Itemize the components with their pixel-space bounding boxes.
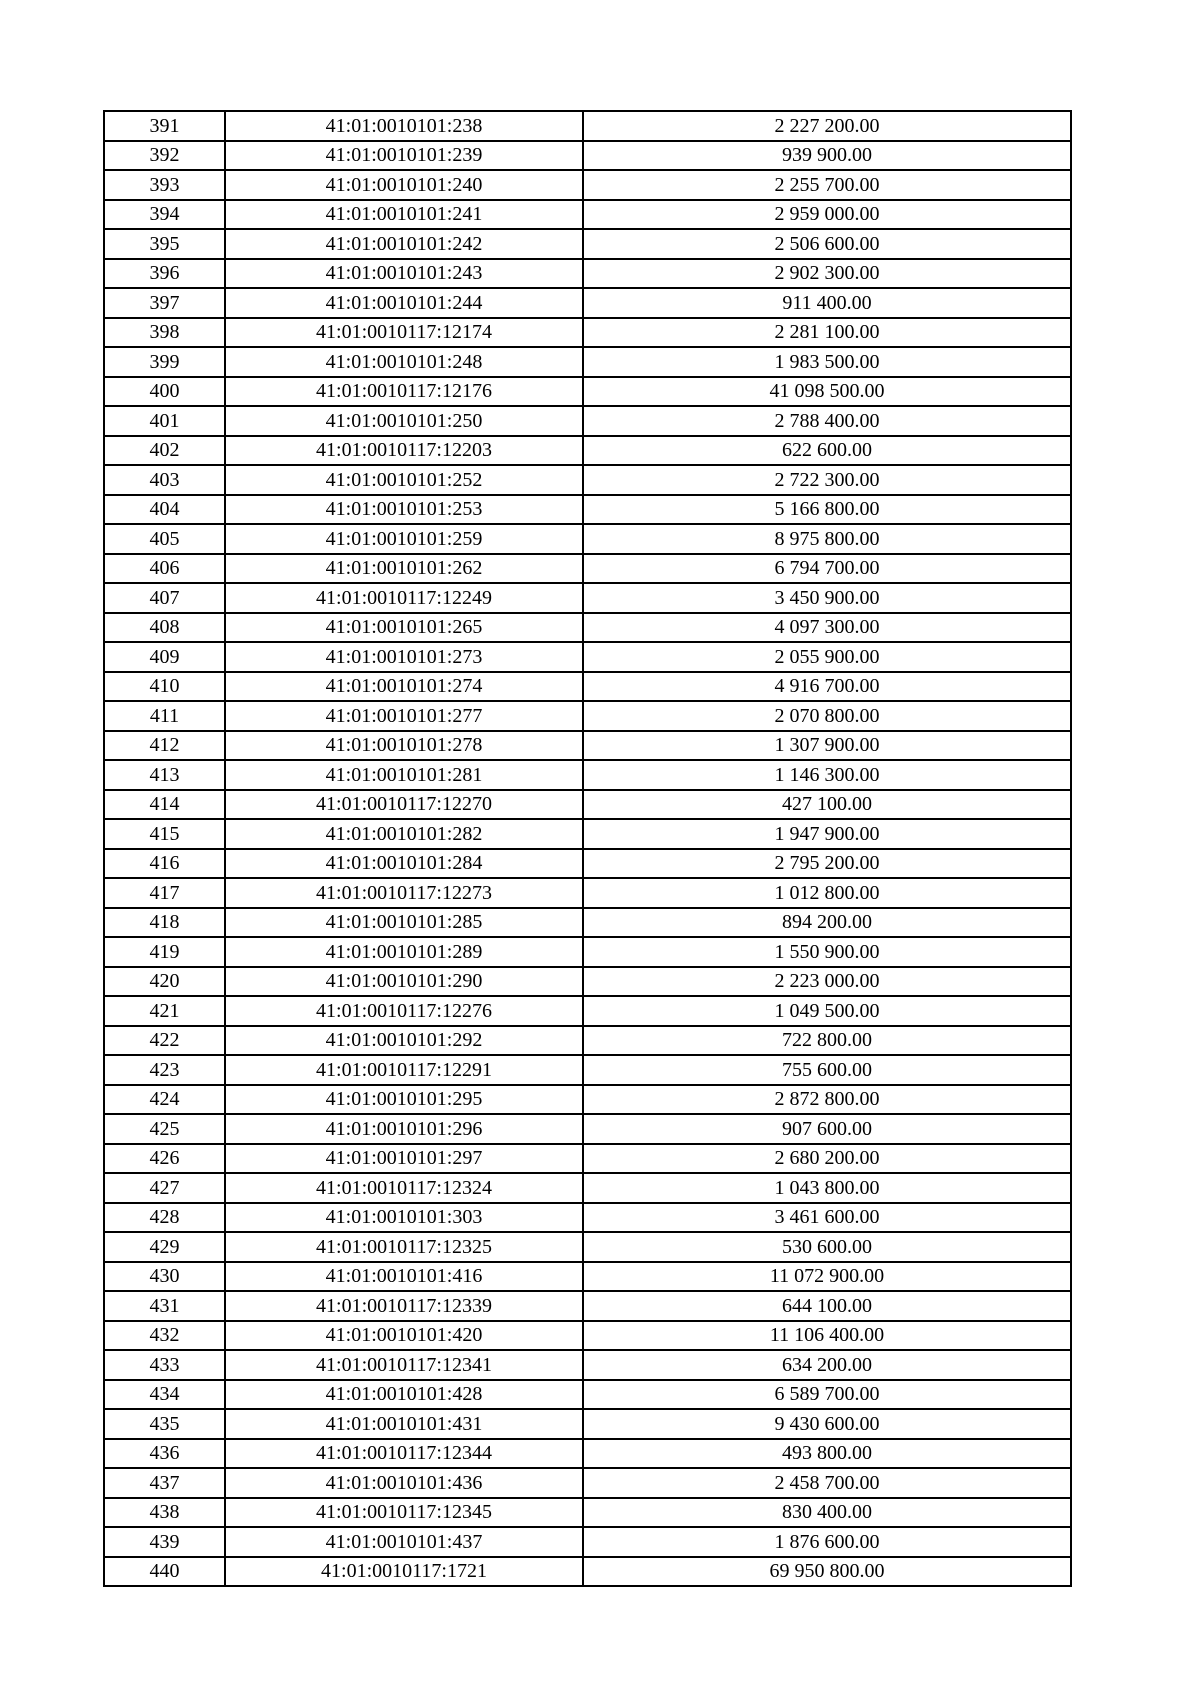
table-row — [104, 170, 1071, 200]
cadastral-number-cell: 41:01:0010101:284 — [225, 849, 583, 879]
cadastral-value-cell: 2 070 800.00 — [583, 701, 1071, 731]
cadastral-value-cell: 722 800.00 — [583, 1026, 1071, 1056]
table-row — [104, 1439, 1071, 1469]
table-body — [104, 111, 1071, 1586]
row-number-cell: 398 — [104, 318, 225, 348]
row-number-cell: 419 — [104, 937, 225, 967]
row-number-cell: 406 — [104, 554, 225, 584]
table-row — [104, 1468, 1071, 1498]
cadastral-number-cell: 41:01:0010117:12174 — [225, 318, 583, 348]
cadastral-number-cell: 41:01:0010101:274 — [225, 672, 583, 702]
row-number-cell: 439 — [104, 1527, 225, 1557]
cadastral-value-cell: 1 146 300.00 — [583, 760, 1071, 790]
cadastral-value-cell: 11 106 400.00 — [583, 1321, 1071, 1351]
cadastral-number-cell: 41:01:0010101:282 — [225, 819, 583, 849]
cadastral-value-cell: 8 975 800.00 — [583, 524, 1071, 554]
row-number-cell: 396 — [104, 259, 225, 289]
table-row — [104, 819, 1071, 849]
cadastral-number-cell: 41:01:0010101:238 — [225, 111, 583, 141]
row-number-cell: 418 — [104, 908, 225, 938]
cadastral-value-cell: 493 800.00 — [583, 1439, 1071, 1469]
cadastral-number-cell: 41:01:0010117:12270 — [225, 790, 583, 820]
cadastral-number-cell: 41:01:0010101:259 — [225, 524, 583, 554]
cadastral-value-cell: 1 876 600.00 — [583, 1527, 1071, 1557]
cadastral-number-cell: 41:01:0010117:12276 — [225, 996, 583, 1026]
cadastral-number-cell: 41:01:0010101:416 — [225, 1262, 583, 1292]
table-row — [104, 1380, 1071, 1410]
cadastral-number-cell: 41:01:0010117:1721 — [225, 1557, 583, 1587]
cadastral-value-cell: 2 872 800.00 — [583, 1085, 1071, 1115]
cadastral-number-cell: 41:01:0010101:241 — [225, 200, 583, 230]
table-row — [104, 1291, 1071, 1321]
table-row — [104, 1350, 1071, 1380]
cadastral-number-cell: 41:01:0010101:250 — [225, 406, 583, 436]
row-number-cell: 437 — [104, 1468, 225, 1498]
cadastral-value-cell: 6 794 700.00 — [583, 554, 1071, 584]
row-number-cell: 428 — [104, 1203, 225, 1233]
cadastral-value-cell: 2 223 000.00 — [583, 967, 1071, 997]
table-row — [104, 613, 1071, 643]
table-row — [104, 554, 1071, 584]
cadastral-value-cell: 2 227 200.00 — [583, 111, 1071, 141]
cadastral-number-cell: 41:01:0010101:239 — [225, 141, 583, 171]
table-row — [104, 790, 1071, 820]
table-row — [104, 1144, 1071, 1174]
row-number-cell: 410 — [104, 672, 225, 702]
row-number-cell: 432 — [104, 1321, 225, 1351]
table-row — [104, 318, 1071, 348]
row-number-cell: 407 — [104, 583, 225, 613]
cadastral-number-cell: 41:01:0010101:295 — [225, 1085, 583, 1115]
cadastral-value-cell: 2 959 000.00 — [583, 200, 1071, 230]
cadastral-value-cell: 894 200.00 — [583, 908, 1071, 938]
row-number-cell: 422 — [104, 1026, 225, 1056]
table-row — [104, 1409, 1071, 1439]
cadastral-value-cell: 2 722 300.00 — [583, 465, 1071, 495]
cadastral-number-cell: 41:01:0010101:265 — [225, 613, 583, 643]
row-number-cell: 440 — [104, 1557, 225, 1587]
row-number-cell: 393 — [104, 170, 225, 200]
cadastral-value-cell: 644 100.00 — [583, 1291, 1071, 1321]
cadastral-value-cell: 9 430 600.00 — [583, 1409, 1071, 1439]
table-row — [104, 583, 1071, 613]
row-number-cell: 403 — [104, 465, 225, 495]
cadastral-value-cell: 3 450 900.00 — [583, 583, 1071, 613]
table-row — [104, 1055, 1071, 1085]
row-number-cell: 394 — [104, 200, 225, 230]
row-number-cell: 426 — [104, 1144, 225, 1174]
table-row — [104, 937, 1071, 967]
cadastral-number-cell: 41:01:0010101:244 — [225, 288, 583, 318]
cadastral-number-cell: 41:01:0010101:290 — [225, 967, 583, 997]
cadastral-value-cell: 41 098 500.00 — [583, 377, 1071, 407]
cadastral-number-cell: 41:01:0010101:431 — [225, 1409, 583, 1439]
row-number-cell: 438 — [104, 1498, 225, 1528]
cadastral-value-cell: 907 600.00 — [583, 1114, 1071, 1144]
cadastral-value-cell: 1 550 900.00 — [583, 937, 1071, 967]
row-number-cell: 391 — [104, 111, 225, 141]
table-row — [104, 141, 1071, 171]
cadastral-number-cell: 41:01:0010117:12176 — [225, 377, 583, 407]
row-number-cell: 400 — [104, 377, 225, 407]
cadastral-value-cell: 69 950 800.00 — [583, 1557, 1071, 1587]
row-number-cell: 412 — [104, 731, 225, 761]
cadastral-value-cell: 4 916 700.00 — [583, 672, 1071, 702]
table-row — [104, 908, 1071, 938]
row-number-cell: 401 — [104, 406, 225, 436]
cadastral-number-cell: 41:01:0010101:289 — [225, 937, 583, 967]
table-row — [104, 1085, 1071, 1115]
row-number-cell: 408 — [104, 613, 225, 643]
cadastral-value-cell: 1 043 800.00 — [583, 1173, 1071, 1203]
table-row — [104, 524, 1071, 554]
table-row — [104, 259, 1071, 289]
table-row — [104, 996, 1071, 1026]
cadastral-number-cell: 41:01:0010101:303 — [225, 1203, 583, 1233]
table-row — [104, 731, 1071, 761]
cadastral-number-cell: 41:01:0010117:12273 — [225, 878, 583, 908]
cadastral-value-cell: 2 506 600.00 — [583, 229, 1071, 259]
row-number-cell: 433 — [104, 1350, 225, 1380]
cadastral-value-cell: 2 281 100.00 — [583, 318, 1071, 348]
table-row — [104, 1114, 1071, 1144]
table-row — [104, 878, 1071, 908]
row-number-cell: 404 — [104, 495, 225, 525]
cadastral-value-cell: 5 166 800.00 — [583, 495, 1071, 525]
cadastral-value-cell: 2 902 300.00 — [583, 259, 1071, 289]
cadastral-value-cell: 2 788 400.00 — [583, 406, 1071, 436]
cadastral-number-cell: 41:01:0010117:12339 — [225, 1291, 583, 1321]
table-row — [104, 967, 1071, 997]
table-row — [104, 1527, 1071, 1557]
table-row — [104, 672, 1071, 702]
row-number-cell: 392 — [104, 141, 225, 171]
cadastral-number-cell: 41:01:0010117:12341 — [225, 1350, 583, 1380]
row-number-cell: 434 — [104, 1380, 225, 1410]
row-number-cell: 425 — [104, 1114, 225, 1144]
row-number-cell: 435 — [104, 1409, 225, 1439]
table-row — [104, 1557, 1071, 1587]
table-row — [104, 1321, 1071, 1351]
row-number-cell: 429 — [104, 1232, 225, 1262]
table-row — [104, 288, 1071, 318]
cadastral-number-cell: 41:01:0010117:12203 — [225, 436, 583, 466]
cadastral-number-cell: 41:01:0010101:296 — [225, 1114, 583, 1144]
cadastral-value-cell: 830 400.00 — [583, 1498, 1071, 1528]
table-row — [104, 1262, 1071, 1292]
cadastral-value-cell: 1 947 900.00 — [583, 819, 1071, 849]
cadastral-value-cell: 1 307 900.00 — [583, 731, 1071, 761]
row-number-cell: 405 — [104, 524, 225, 554]
row-number-cell: 421 — [104, 996, 225, 1026]
row-number-cell: 424 — [104, 1085, 225, 1115]
cadastral-number-cell: 41:01:0010101:242 — [225, 229, 583, 259]
cadastral-number-cell: 41:01:0010117:12345 — [225, 1498, 583, 1528]
cadastral-number-cell: 41:01:0010101:252 — [225, 465, 583, 495]
cadastral-number-cell: 41:01:0010117:12324 — [225, 1173, 583, 1203]
table-row — [104, 1173, 1071, 1203]
cadastral-number-cell: 41:01:0010101:253 — [225, 495, 583, 525]
cadastral-number-cell: 41:01:0010101:243 — [225, 259, 583, 289]
cadastral-value-cell: 755 600.00 — [583, 1055, 1071, 1085]
table-row — [104, 406, 1071, 436]
cadastral-value-cell: 4 097 300.00 — [583, 613, 1071, 643]
cadastral-value-cell: 622 600.00 — [583, 436, 1071, 466]
table-row — [104, 229, 1071, 259]
table-row — [104, 1026, 1071, 1056]
table-row — [104, 111, 1071, 141]
row-number-cell: 417 — [104, 878, 225, 908]
row-number-cell: 423 — [104, 1055, 225, 1085]
cadastral-value-cell: 939 900.00 — [583, 141, 1071, 171]
cadastral-number-cell: 41:01:0010101:437 — [225, 1527, 583, 1557]
table-row — [104, 1498, 1071, 1528]
cadastral-number-cell: 41:01:0010101:273 — [225, 642, 583, 672]
table-row — [104, 495, 1071, 525]
cadastral-number-cell: 41:01:0010101:436 — [225, 1468, 583, 1498]
row-number-cell: 411 — [104, 701, 225, 731]
cadastral-number-cell: 41:01:0010101:292 — [225, 1026, 583, 1056]
cadastral-number-cell: 41:01:0010117:12291 — [225, 1055, 583, 1085]
cadastral-number-cell: 41:01:0010101:428 — [225, 1380, 583, 1410]
cadastral-value-cell: 2 458 700.00 — [583, 1468, 1071, 1498]
cadastral-value-cell: 427 100.00 — [583, 790, 1071, 820]
row-number-cell: 413 — [104, 760, 225, 790]
row-number-cell: 420 — [104, 967, 225, 997]
cadastral-value-cell: 11 072 900.00 — [583, 1262, 1071, 1292]
cadastral-number-cell: 41:01:0010101:248 — [225, 347, 583, 377]
row-number-cell: 427 — [104, 1173, 225, 1203]
cadastral-number-cell: 41:01:0010117:12325 — [225, 1232, 583, 1262]
table-row — [104, 701, 1071, 731]
row-number-cell: 431 — [104, 1291, 225, 1321]
cadastral-value-cell: 2 055 900.00 — [583, 642, 1071, 672]
row-number-cell: 430 — [104, 1262, 225, 1292]
row-number-cell: 397 — [104, 288, 225, 318]
cadastral-number-cell: 41:01:0010101:277 — [225, 701, 583, 731]
table-row — [104, 1232, 1071, 1262]
table-row — [104, 200, 1071, 230]
table-row — [104, 377, 1071, 407]
row-number-cell: 436 — [104, 1439, 225, 1469]
cadastral-value-cell: 2 680 200.00 — [583, 1144, 1071, 1174]
row-number-cell: 395 — [104, 229, 225, 259]
cadastral-value-cell: 6 589 700.00 — [583, 1380, 1071, 1410]
cadastral-number-cell: 41:01:0010101:240 — [225, 170, 583, 200]
cadastral-number-cell: 41:01:0010117:12249 — [225, 583, 583, 613]
cadastral-number-cell: 41:01:0010101:297 — [225, 1144, 583, 1174]
cadastral-number-cell: 41:01:0010101:262 — [225, 554, 583, 584]
table-row — [104, 849, 1071, 879]
cadastral-value-table — [103, 110, 1072, 1587]
cadastral-number-cell: 41:01:0010101:281 — [225, 760, 583, 790]
row-number-cell: 414 — [104, 790, 225, 820]
cadastral-number-cell: 41:01:0010101:285 — [225, 908, 583, 938]
cadastral-value-cell: 2 795 200.00 — [583, 849, 1071, 879]
table-row — [104, 1203, 1071, 1233]
table-row — [104, 760, 1071, 790]
cadastral-value-cell: 634 200.00 — [583, 1350, 1071, 1380]
cadastral-value-cell: 3 461 600.00 — [583, 1203, 1071, 1233]
row-number-cell: 399 — [104, 347, 225, 377]
row-number-cell: 402 — [104, 436, 225, 466]
cadastral-value-cell: 2 255 700.00 — [583, 170, 1071, 200]
table-row — [104, 436, 1071, 466]
table-row — [104, 465, 1071, 495]
cadastral-value-cell: 911 400.00 — [583, 288, 1071, 318]
cadastral-number-cell: 41:01:0010101:420 — [225, 1321, 583, 1351]
row-number-cell: 409 — [104, 642, 225, 672]
cadastral-value-cell: 1 012 800.00 — [583, 878, 1071, 908]
row-number-cell: 416 — [104, 849, 225, 879]
row-number-cell: 415 — [104, 819, 225, 849]
cadastral-value-cell: 1 049 500.00 — [583, 996, 1071, 1026]
cadastral-number-cell: 41:01:0010117:12344 — [225, 1439, 583, 1469]
cadastral-value-cell: 530 600.00 — [583, 1232, 1071, 1262]
table-row — [104, 347, 1071, 377]
cadastral-value-cell: 1 983 500.00 — [583, 347, 1071, 377]
table-row — [104, 642, 1071, 672]
cadastral-number-cell: 41:01:0010101:278 — [225, 731, 583, 761]
